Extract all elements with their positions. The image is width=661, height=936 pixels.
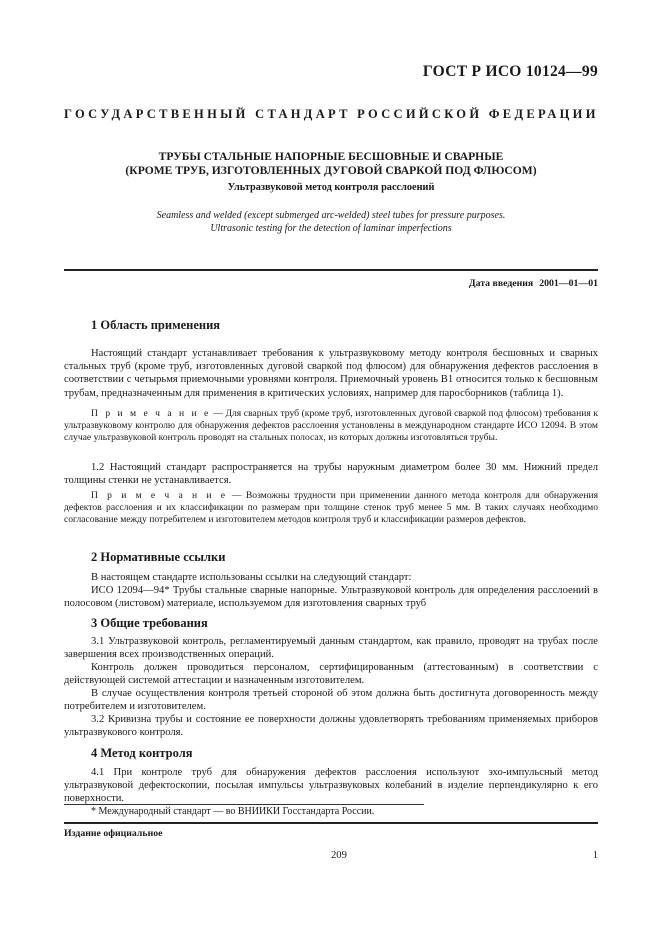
document-subtitle: Ультразвуковой метод контроля расслоений <box>227 182 435 193</box>
intro-date-value: 2001—01—01 <box>539 278 598 289</box>
footer-rule <box>64 822 598 824</box>
state-standard-heading: ГОСУДАРСТВЕННЫЙ СТАНДАРТ РОССИЙСКОЙ ФЕДЕРАЦИИ <box>64 107 599 121</box>
section-3-paragraph-1: 3.1 Ультразвуковой контроль, регламентируемый данным стандартом, как правило, проводят на трубах после завершения всех производственных операций. <box>64 636 598 661</box>
section-4-heading: 4 Метод контроля <box>91 746 193 760</box>
section-1-note-1 <box>64 408 598 445</box>
introduction-date <box>469 278 598 289</box>
section-3-paragraph-3: В случае осуществления контроля третьей стороной об этом должна быть достигнута договоренность между потребителем и изготовителем. <box>64 688 598 713</box>
section-3-heading: 3 Общие требования <box>91 616 208 630</box>
official-edition-label: Издание официальное <box>64 828 163 839</box>
section-3-paragraph-2: Контроль должен проводиться персоналом, сертифицированным (аттестованным) в соответствии с действующей системой аттестации и назначенным изготовителем. <box>64 662 598 687</box>
title-line-2: (КРОМЕ ТРУБ, ИЗГОТОВЛЕННЫХ ДУГОВОЙ СВАРКОЙ ПОД ФЛЮСОМ) <box>125 164 537 177</box>
title-line-1: ТРУБЫ СТАЛЬНЫЕ НАПОРНЫЕ БЕСШОВНЫЕ И СВАРНЫЕ <box>158 150 504 163</box>
english-title-line-1: Seamless and welded (except submerged arc-welded) steel tubes for pressure purposes. <box>156 210 506 221</box>
note-text: — Для сварных труб (кроме труб, изготовленных дуговой сваркой под флюсом) требования к ультразвуковому контролю для обнаружения дефектов расслоения установлены в международном стандарте ИСО 12094. В этом случае ультразвуковой контроль проводят на стальных полосах, из которых должны изготовляться трубы. <box>64 408 598 444</box>
header-rule <box>64 269 598 271</box>
sheet-number: 1 <box>592 850 598 861</box>
document-title <box>64 150 598 178</box>
section-2-paragraph-2: ИСО 12094—94* Трубы стальные сварные напорные. Ультразвуковой контроль для определения расслоений в полосовом (листовом) материале, используемом для изготовления сварных труб <box>64 585 598 610</box>
footnote: * Международный стандарт — во ВНИИКИ Госстандарта России. <box>91 806 375 817</box>
section-3-paragraph-4: 3.2 Кривизна трубы и состояние ее поверхности должны удовлетворять требованиям применяемых приборов ультразвукового контроля. <box>64 714 598 739</box>
section-1-note-2 <box>64 490 598 527</box>
english-title <box>64 210 598 235</box>
section-2-paragraph-1: В настоящем стандарте использованы ссылки на следующий стандарт: <box>91 572 412 583</box>
intro-date-label: Дата введения <box>468 278 534 289</box>
section-4-paragraph-1: 4.1 При контроле труб для обнаружения дефектов расслоения используют эхо-импульсный метод ультразвуковой дефектоскопии, посылая импульсы ультразвуковых колебаний в изделие перпендикулярно к его поверхности. <box>64 767 598 805</box>
english-title-line-2: Ultrasonic testing for the detection of laminar imperfections <box>210 222 452 234</box>
section-1-heading: 1 Область применения <box>91 318 221 332</box>
note-label: П р и м е ч а н и е <box>91 490 228 501</box>
footnote-rule <box>64 804 424 805</box>
section-1-paragraph-2: 1.2 Настоящий стандарт распространяется на трубы наружным диаметром более 30 мм. Нижний предел толщины стенки не устанавливается. <box>64 462 598 487</box>
section-2-heading: 2 Нормативные ссылки <box>91 550 226 564</box>
gost-number: ГОСТ Р ИСО 10124—99 <box>422 63 598 80</box>
note-text: — Возможны трудности при применении данного метода контроля для обнаружения дефектов расслоения и их классификации по размерам при толщине стенок труб менее 5 мм. В таких случаях необходимо согласование между потребителем и изготовителем методов контроля труб и классификации размеров дефектов. <box>64 490 598 526</box>
note-label: П р и м е ч а н и е <box>91 408 211 419</box>
page-number: 209 <box>331 850 347 861</box>
section-1-paragraph-1: Настоящий стандарт устанавливает требования к ультразвуковому методу контроля бесшовных и сварных стальных труб (кроме труб, изготовленных дуговой сваркой под флюсом) для обнаружения дефектов расслоения в соответствии с четырьмя приемочными уровнями контроля. Приемочный уровень В1 относится только к бесшовным трубам, предназначенным для применения в критических условиях, например для паросборников (таблица 1). <box>64 348 598 399</box>
